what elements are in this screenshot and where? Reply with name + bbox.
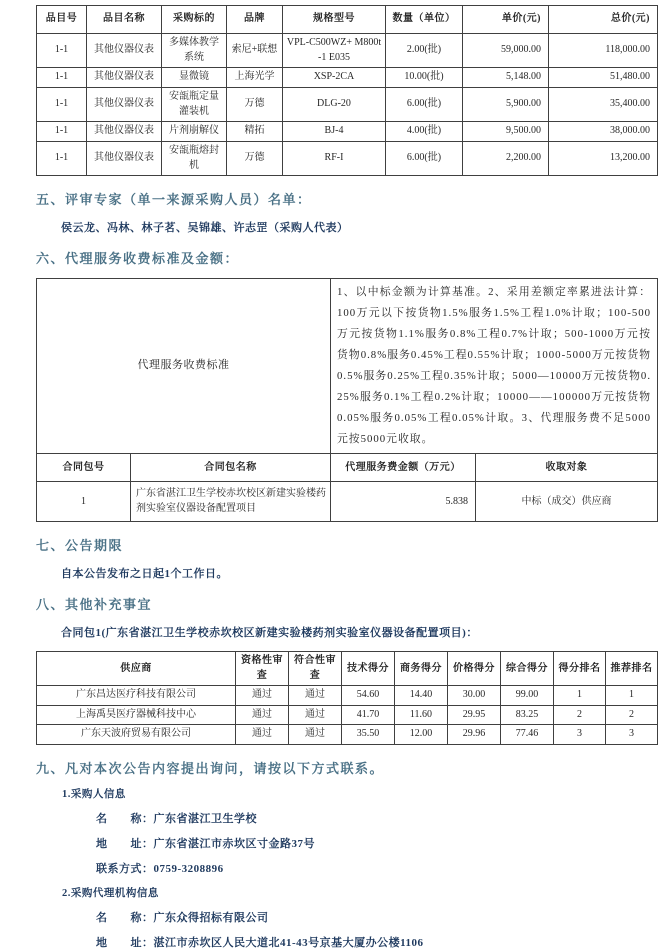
supplier-table-row	[37, 725, 658, 745]
agency-info-heading: 2.采购代理机构信息	[62, 887, 159, 899]
table-cell: 5,148.00	[463, 68, 549, 88]
table-header-cell: 推荐排名	[606, 652, 658, 686]
table-header-cell: 收取对象	[476, 454, 658, 482]
period-text: 自本公告发布之日起1个工作日。	[61, 568, 228, 581]
table-header-cell: 符合性审查	[289, 652, 342, 686]
table-header-cell: 单价(元)	[463, 6, 549, 34]
table-header-cell: 采购标的	[162, 6, 227, 34]
table-cell: 35.50	[342, 725, 395, 745]
table-header-cell: 资格性审查	[236, 652, 289, 686]
table-cell: DLG-20	[283, 88, 386, 122]
table-cell: 118,000.00	[549, 34, 658, 68]
table-cell: 2	[554, 705, 606, 725]
table-cell: 其他仪器仪表	[87, 88, 162, 122]
table-header-cell: 合同包号	[37, 454, 131, 482]
table-cell: 其他仪器仪表	[87, 122, 162, 142]
table-cell: 显微镜	[162, 68, 227, 88]
purchaser-info	[36, 786, 657, 876]
supplier-score-table	[36, 651, 658, 745]
item-table-row	[37, 68, 658, 88]
item-table-row	[37, 88, 658, 122]
table-cell: 上海禹昊医疗器械科技中心	[37, 705, 236, 725]
table-cell: 29.96	[448, 725, 501, 745]
section-title-period: 七、公告期限	[36, 538, 124, 554]
table-cell: VPL-C500WZ+ M800t-1 E035	[283, 34, 386, 68]
table-cell: 11.60	[395, 705, 448, 725]
table-header-cell: 供应商	[37, 652, 236, 686]
table-header-cell: 品目号	[37, 6, 87, 34]
item-table-row	[37, 122, 658, 142]
table-header-cell: 数量（单位）	[386, 6, 463, 34]
table-cell: 通过	[236, 705, 289, 725]
table-cell: 38,000.00	[549, 122, 658, 142]
table-header-cell: 总价(元)	[549, 6, 658, 34]
table-cell: 广东昌达医疗科技有限公司	[37, 686, 236, 706]
table-cell: 9,500.00	[463, 122, 549, 142]
table-cell: 51,480.00	[549, 68, 658, 88]
table-cell: 12.00	[395, 725, 448, 745]
table-cell: 6.00(批)	[386, 88, 463, 122]
item-table	[36, 5, 658, 176]
table-cell: 通过	[236, 725, 289, 745]
table-cell: 1	[37, 482, 131, 522]
table-cell: 1-1	[37, 142, 87, 176]
table-header-cell: 代理服务费金额（万元）	[331, 454, 476, 482]
purchaser-name: 名 称：广东省湛江卫生学校	[96, 812, 257, 825]
item-table-row	[37, 142, 658, 176]
table-cell: 5,900.00	[463, 88, 549, 122]
table-cell: 83.25	[501, 705, 554, 725]
table-cell: 13,200.00	[549, 142, 658, 176]
table-cell: RF-I	[283, 142, 386, 176]
table-cell: 通过	[289, 705, 342, 725]
table-cell: 99.00	[501, 686, 554, 706]
table-cell: 广东天波府贸易有限公司	[37, 725, 236, 745]
table-cell: 1-1	[37, 88, 87, 122]
table-cell: 1	[606, 686, 658, 706]
table-cell: 14.40	[395, 686, 448, 706]
table-cell: 2,200.00	[463, 142, 549, 176]
table-cell: 59,000.00	[463, 34, 549, 68]
fee-table-data-row	[37, 482, 658, 522]
table-cell: 安瓿瓶定量灌装机	[162, 88, 227, 122]
table-cell: 3	[606, 725, 658, 745]
table-header-cell: 综合得分	[501, 652, 554, 686]
table-cell: XSP-2CA	[283, 68, 386, 88]
table-header-cell: 品目名称	[87, 6, 162, 34]
table-cell: 片剂崩解仪	[162, 122, 227, 142]
table-cell: 35,400.00	[549, 88, 658, 122]
table-header-cell: 商务得分	[395, 652, 448, 686]
fee-standard-label: 代理服务收费标准	[37, 279, 331, 454]
table-cell: 30.00	[448, 686, 501, 706]
table-cell: 中标（成交）供应商	[476, 482, 658, 522]
item-table-row	[37, 34, 658, 68]
fee-standard-text: 1、以中标金额为计算基准。2、采用差额定率累进法计算：100万元以下按货物1.5%服务1.5%工程1.0%计取；100-500万元按货物1.1%服务0.8%工程0.7%计取；500-1000万元按货物0.8%服务0.45%工程0.55%计取；1000-5000万元按货物0.5%服务0.25%工程0.35%计取；5000—10000万元按货物0.25%服务0.1%工程0.2%计取；10000——100000万元按货物0.05%服务0.05%工程0.05%计取。3、代理服务费不足5000元按5000元收取。	[331, 279, 658, 454]
supplier-table-row	[37, 705, 658, 725]
table-cell: BJ-4	[283, 122, 386, 142]
table-cell: 5.838	[331, 482, 476, 522]
table-cell: 10.00(批)	[386, 68, 463, 88]
supplier-table-row	[37, 686, 658, 706]
section-title-other: 八、其他补充事宜	[36, 597, 153, 613]
table-cell: 6.00(批)	[386, 142, 463, 176]
item-table-header-row	[37, 6, 658, 34]
table-cell: 通过	[236, 686, 289, 706]
table-cell: 4.00(批)	[386, 122, 463, 142]
table-cell: 41.70	[342, 705, 395, 725]
experts-names: 侯云龙、冯林、林子茗、吴锦雄、许志罡（采购人代表）	[61, 222, 349, 234]
table-cell: 2	[606, 705, 658, 725]
table-cell: 其他仪器仪表	[87, 34, 162, 68]
table-header-cell: 技术得分	[342, 652, 395, 686]
table-cell: 1-1	[37, 68, 87, 88]
purchaser-address: 地 址：广东省湛江市赤坎区寸金路37号	[96, 837, 315, 850]
table-cell: 安瓿瓶熔封机	[162, 142, 227, 176]
table-cell: 1	[554, 686, 606, 706]
table-cell: 通过	[289, 686, 342, 706]
table-header-cell: 合同包名称	[131, 454, 331, 482]
table-cell: 万德	[227, 142, 283, 176]
table-cell: 通过	[289, 725, 342, 745]
table-cell: 广东省湛江卫生学校赤坎校区新建实验楼药剂实验室仪器设备配置项目	[131, 482, 331, 522]
table-cell: 精拓	[227, 122, 283, 142]
table-cell: 其他仪器仪表	[87, 68, 162, 88]
purchaser-contact: 联系方式：0759-3208896	[96, 862, 224, 875]
section-title-agency-fee: 六、代理服务收费标准及金额：	[36, 251, 240, 266]
table-cell: 3	[554, 725, 606, 745]
table-cell: 77.46	[501, 725, 554, 745]
purchaser-info-heading: 1.采购人信息	[62, 788, 126, 800]
table-cell: 1-1	[37, 122, 87, 142]
table-header-cell: 得分排名	[554, 652, 606, 686]
table-cell: 多媒体教学系统	[162, 34, 227, 68]
supplier-table-header-row	[37, 652, 658, 686]
agency-info	[36, 885, 657, 950]
table-header-cell: 价格得分	[448, 652, 501, 686]
agency-name: 名 称：广东众得招标有限公司	[96, 911, 269, 924]
table-header-cell: 规格型号	[283, 6, 386, 34]
table-cell: 1-1	[37, 34, 87, 68]
fee-table-header-row	[37, 454, 658, 482]
agency-address: 地 址：湛江市赤坎区人民大道北41-43号京基大厦办公楼1106	[96, 936, 424, 949]
table-cell: 万德	[227, 88, 283, 122]
table-cell: 上海光学	[227, 68, 283, 88]
table-cell: 其他仪器仪表	[87, 142, 162, 176]
section-title-experts: 五、评审专家（单一来源采购人员）名单：	[36, 192, 312, 207]
table-cell: 2.00(批)	[386, 34, 463, 68]
table-cell: 29.95	[448, 705, 501, 725]
table-header-cell: 品牌	[227, 6, 283, 34]
section-title-contact: 九、凡对本次公告内容提出询问，请按以下方式联系。	[36, 760, 385, 776]
table-cell: 54.60	[342, 686, 395, 706]
fee-standard-row	[37, 279, 658, 454]
table-cell: 索尼+联想	[227, 34, 283, 68]
contract-package-label: 合同包1(广东省湛江卫生学校赤坎校区新建实验楼药剂实验室仪器设备配置项目)：	[61, 627, 478, 640]
agency-fee-table	[36, 278, 658, 522]
